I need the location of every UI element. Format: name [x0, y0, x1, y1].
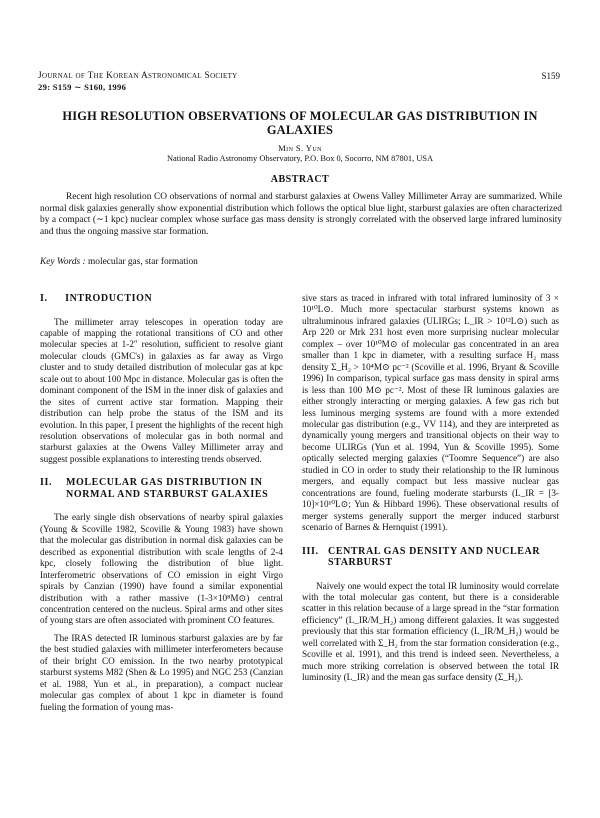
right-column: [302, 293, 559, 684]
keywords: [40, 257, 198, 267]
journal-header: [38, 71, 238, 93]
section-title: INTRODUCTION: [65, 293, 153, 304]
section2-paragraph-3: sive stars as traced in infrared with total infrared luminosity of 3 × 10¹⁰L⊙. Much more spectacular starburst systems known as ultraluminous infrared galaxies (ULIRGs; L_IR > 10¹²L⊙) such as Arp 220 or Mrk 231 host even more surprising nuclear molecular complex – over 10¹⁰M⊙ of molecular gas concentrated in an area smaller than 1 kpc in diameter, with a resulting surface H₂ mass density Σ_H₂ > 10⁴M⊙ pc⁻² (Scoville et al. 1996, Bryant & Scoville 1996) In comparison, typical surface gas mass density in spiral arms is less than 100 M⊙ pc⁻². Most of these IR luminous galaxies are either strongly interacting or merging galaxies. A few gas rich but less luminous merging systems are found with a more extended molecular gas distribution (e.g., VV 114), and they are interpreted as dynamically young mergers and transitional objects on their way to become ULIRGs (Yun et al. 1994, Yun & Scoville 1995). Some optically selected merging galaxies (“Toomre Sequence”) are also studied in CO in order to study their relationship to the IR luminous mergers, and equally compact but less massive nuclear gas concentrations are found, fueling moderate starbursts (L_IR = [3-10]×10¹⁰L⊙; Yun & Hibbard 1996). These observational results of merger systems generally support the merger induced starburst scenario of Barnes & Hernquist (1991).: [302, 293, 559, 533]
section-heading-1: [40, 293, 283, 305]
abstract-text: Recent high resolution CO observations of normal and starburst galaxies at Owens Valley Millimeter Array are summarized. While normal disk galaxies generally show exponential distribution which follows the optical blue light, starburst galaxies are often characterized by a compact (∼1 kpc) nuclear complex whose surface gas mass density is strongly correlated with the observed large infrared luminosity and thus the ongoing massive star formation.: [40, 192, 562, 238]
section-title: MOLECULAR GAS DISTRIBUTION IN NORMAL AND STARBURST GALAXIES: [66, 477, 269, 500]
section2-paragraph-1: The early single dish observations of nearby spiral galaxies (Young & Scoville 1982, Scoville & Young 1983) have shown that the molecular gas distribution in normal disk galaxies can be described as exponential distribution with scale lengths of 2-4 kpc, closely following the distribution of blue light. Interferometric observations of CO emission in eight Virgo spirals by Canzian (1990) have found a similar exponential distribution with a rather massive (1-3×10⁸M⊙) central concentration centered on the nucleus. Spiral arms and other sites of young stars are often associated with prominent CO features.: [40, 512, 283, 626]
paper-title: HIGH RESOLUTION OBSERVATIONS OF MOLECULAR GAS DISTRIBUTION IN GALAXIES: [62, 109, 538, 137]
intro-paragraph: The millimeter array telescopes in operation today are capable of mapping the rotational transitions of CO and other molecular species at 1-2″ resolution, sufficient to resolve giant molecular clouds (GMC's) in galaxies as far away as Virgo cluster and to study detailed distribution of molecular gas at kpc scale out to about 100 Mpc in distance. Molecular gas is often the dominant component of the ISM in the inner disk of galaxies and the sites of current active star formation. Mapping their distribution can help probe the status of the ISM and its evolution. In this paper, I present the highlights of the recent high resolution observations of molecular gas in both normal and starburst galaxies at the Owens Valley Millimeter array and suggest possible explanations to interesting trends observed.: [40, 316, 283, 464]
left-column: [40, 293, 283, 713]
section-number: II.: [40, 477, 53, 489]
affiliation: National Radio Astronomy Observatory, P.O. Box 0, Socorro, NM 87801, USA: [166, 154, 434, 163]
keywords-label: Key Words :: [40, 257, 86, 267]
section-heading-3: [302, 546, 559, 569]
section-heading-2: [40, 477, 283, 500]
author: Min S. Yun: [278, 143, 322, 153]
section-number: I.: [40, 293, 48, 304]
journal-volume: 29: S159 ∼ S160, 1996: [38, 82, 127, 92]
abstract-heading: ABSTRACT: [270, 174, 330, 185]
journal-name: Journal of The Korean Astronomical Society: [38, 71, 238, 81]
page-number: S159: [541, 71, 560, 81]
section-number: III.: [302, 545, 319, 557]
section3-paragraph-1: Naively one would expect the total IR luminosity would correlate with the total molecular gas content, but there is a considerable scatter in this relation because of a large spread in the “star formation efficiency” (L_IR/M_H₂) among different galaxies. It was suggested previously that this star formation efficiency (L_IR/M_H₂) would be well correlated with Σ_H₂ from the star formation consideration (e.g., Scoville et al. 1991), and this trend is indeed seen. Nevertheless, a much more striking correlation is observed between the total IR luminosity (L_IR) and the mean gas surface density (Σ_H₂).: [302, 580, 559, 683]
section-title: CENTRAL GAS DENSITY AND NUCLEAR STARBURST: [328, 545, 541, 569]
keywords-value: molecular gas, star formation: [88, 257, 198, 267]
section2-paragraph-2: The IRAS detected IR luminous starburst galaxies are by far the best studied galaxies with millimeter interferometers because of their bright CO emission. In the two nearby prototypical starburst systems M82 (Shen & Lo 1995) and NGC 253 (Canzian et al. 1988, Yun et al., in preparation), a compact nuclear molecular gas complex of about 1 kpc in diameter is found fueling the formation of young mas-: [40, 632, 283, 712]
